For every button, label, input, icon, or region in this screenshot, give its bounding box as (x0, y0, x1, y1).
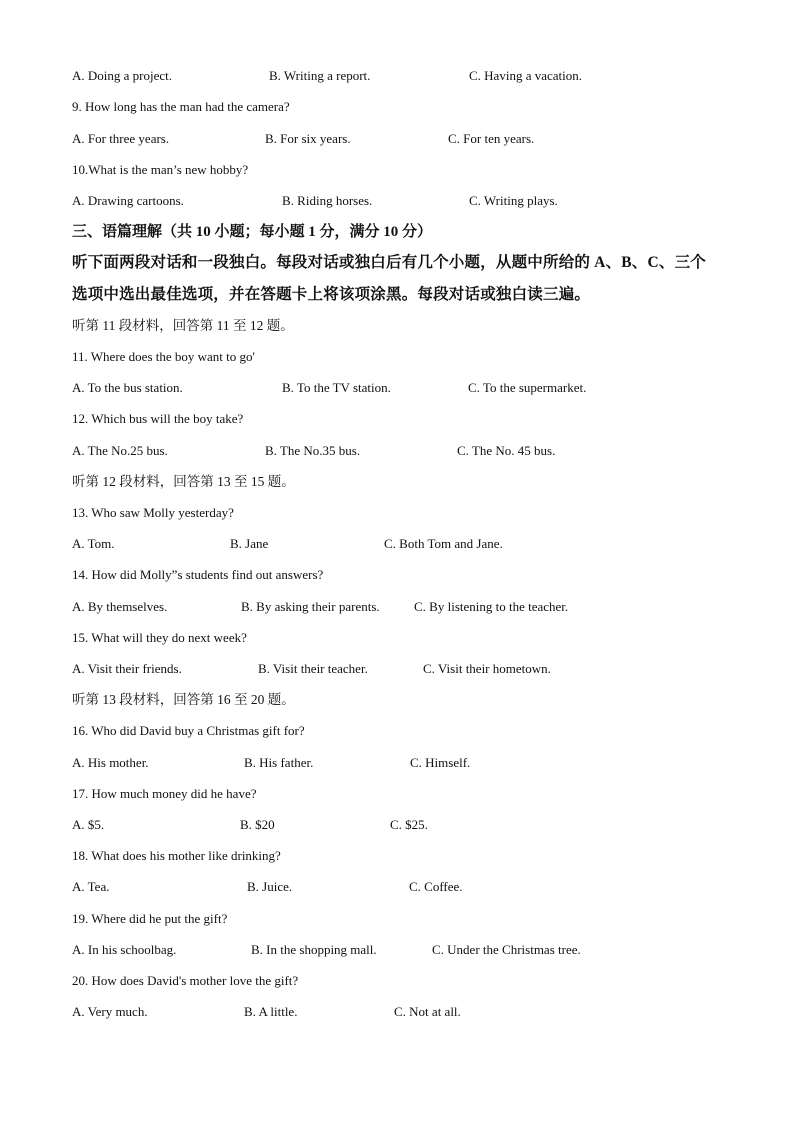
option-b: B. The No.35 bus. (265, 443, 361, 458)
question-text (72, 504, 754, 522)
question-text (72, 629, 754, 647)
listening-note-label: 听第 12 段材料，回答第 13 至 15 题。 (72, 474, 295, 489)
question-text (72, 410, 754, 428)
option-b: B. Visit their teacher. (258, 661, 368, 676)
listening-material-note (72, 317, 754, 335)
option-a: A. In his schoolbag. (72, 942, 177, 957)
option-b: B. Jane (230, 536, 269, 551)
option-a: A. Visit their friends. (72, 661, 182, 676)
section-heading-label: 三、语篇理解（共 10 小题；每小题 1 分，满分 10 分） (72, 224, 433, 240)
option-b: B. For six years. (265, 131, 351, 146)
section-instructions (72, 254, 754, 272)
question-label: 16. Who did David buy a Christmas gift for? (72, 723, 305, 738)
section-heading (72, 223, 754, 241)
question-label: 20. How does David's mother love the gift? (72, 973, 299, 988)
question-text (72, 161, 754, 179)
option-a: A. Tea. (72, 879, 110, 894)
option-a: A. Very much. (72, 1004, 148, 1019)
listening-note-label: 听第 13 段材料，回答第 16 至 20 题。 (72, 692, 295, 707)
option-a: A. The No.25 bus. (72, 443, 168, 458)
option-c: C. Coffee. (409, 879, 463, 894)
option-a: A. For three years. (72, 131, 170, 146)
option-c: C. The No. 45 bus. (457, 443, 556, 458)
option-b: B. $20 (240, 817, 275, 832)
question-text (72, 847, 754, 865)
question-label: 18. What does his mother like drinking? (72, 848, 281, 863)
listening-material-note (72, 691, 754, 709)
question-label: 11. Where does the boy want to go' (72, 349, 255, 364)
option-a: A. Doing a project. (72, 68, 173, 83)
option-b: B. Writing a report. (269, 68, 371, 83)
option-c: C. $25. (390, 817, 428, 832)
option-c: C. For ten years. (448, 131, 535, 146)
option-b: B. To the TV station. (282, 380, 391, 395)
option-a: A. $5. (72, 817, 105, 832)
question-text (72, 785, 754, 803)
question-label: 15. What will they do next week? (72, 630, 247, 645)
listening-note-label: 听第 11 段材料，回答第 11 至 12 题。 (72, 318, 294, 333)
option-a: A. Tom. (72, 536, 115, 551)
section-instructions (72, 286, 754, 304)
listening-material-note (72, 473, 754, 491)
question-label: 13. Who saw Molly yesterday? (72, 505, 234, 520)
option-c: C. Writing plays. (469, 193, 558, 208)
option-c: C. Not at all. (394, 1004, 461, 1019)
option-c: C. Visit their hometown. (423, 661, 551, 676)
option-b: B. Juice. (247, 879, 293, 894)
option-b: B. A little. (244, 1004, 298, 1019)
option-b: B. His father. (244, 755, 314, 770)
option-c: C. Himself. (410, 755, 471, 770)
option-a: A. By themselves. (72, 599, 168, 614)
question-text (72, 98, 754, 116)
question-label: 17. How much money did he have? (72, 786, 257, 801)
option-a: A. Drawing cartoons. (72, 193, 184, 208)
question-label: 10.What is the man’s new hobby? (72, 162, 249, 177)
option-c: C. Having a vacation. (469, 68, 582, 83)
question-text (72, 972, 754, 990)
instructions-label: 听下面两段对话和一段独白。每段对话或独白后有几个小题，从题中所给的 A、B、C、三个 (72, 254, 707, 271)
question-text (72, 348, 754, 366)
question-label: 9. How long has the man had the camera? (72, 99, 290, 114)
option-a: A. His mother. (72, 755, 149, 770)
question-label: 12. Which bus will the boy take? (72, 411, 244, 426)
option-c: C. To the supermarket. (468, 380, 587, 395)
question-label: 19. Where did he put the gift? (72, 911, 228, 926)
option-b: B. Riding horses. (282, 193, 373, 208)
question-text (72, 722, 754, 740)
option-c: C. Both Tom and Jane. (384, 536, 503, 551)
instructions-label: 选项中选出最佳选项，并在答题卡上将该项涂黑。每段对话或独白读三遍。 (72, 286, 591, 303)
option-c: C. By listening to the teacher. (414, 599, 569, 614)
option-c: C. Under the Christmas tree. (432, 942, 581, 957)
option-b: B. In the shopping mall. (251, 942, 377, 957)
question-text (72, 910, 754, 928)
option-a: A. To the bus station. (72, 380, 183, 395)
option-b: B. By asking their parents. (241, 599, 380, 614)
question-text (72, 566, 754, 584)
question-label: 14. How did Molly”s students find out answers? (72, 567, 324, 582)
